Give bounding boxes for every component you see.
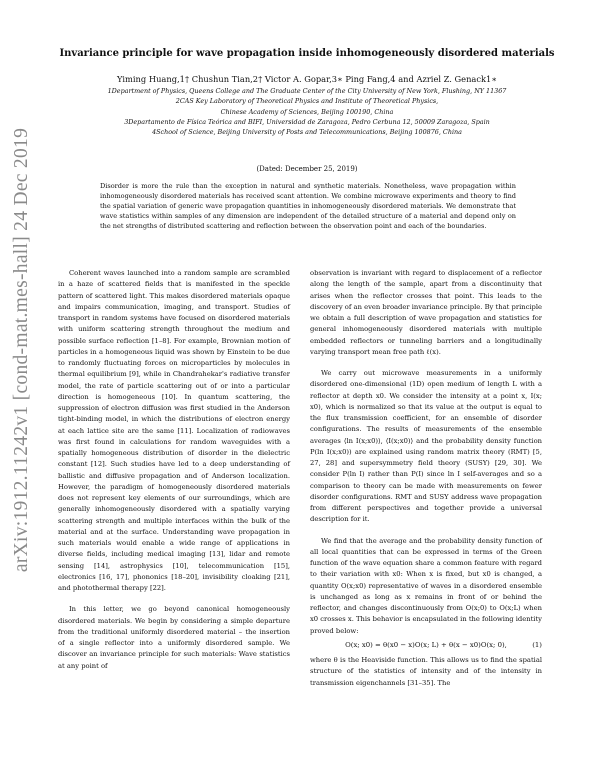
body-paragraph: We find that the average and the probability density function of all local quantities that can be expressed in terms of the Green function of the wave equation share a common feature with regard to their variation with x0: When x is fixed, but x0 is changed, a quantity O(x;x0) representative of waves in a disordered ensemble is unchanged as long as x remains in front of or behind the reflector, and changes discontinuously from O(x;0) to O(x;L) when x0 crosses x. This behavior is encapsulated in the following identity proved below: (310, 536, 542, 635)
body-paragraph: In this letter, we go beyond canonical homogeneously disordered materials. We begin by considering a simple departure from the traditional uniformly disordered material – the insertion of a single reflector into a uniformly disordered sample. We discover an invariance principle for such materials: Wave statistics at any point of (58, 605, 290, 670)
dated-line: (Dated: December 25, 2019) (256, 165, 358, 173)
body-paragraph: Coherent waves launched into a random sample are scrambled in a haze of scattered fields that is manifested in the speckle pattern of scattered light. This makes disordered materials opaque and impairs communication, imaging, and transport. Studies of transport in random systems have focused on disordered materials with uniform scattering strength throughout the medium and possible surface reflection [1–8]. For example, Brownian motion of particles in a homogeneous liquid was shown by Einstein to be due to randomly fluctuating forces on microparticles by molecules in thermal equilibrium [9], while in Chandrahekar's radiative transfer model, the rate of particle scattering out of or into a particular direction is homogeneous [10]. In quantum scattering, the suppression of electron diffusion was first studied in the Anderson tight-binding model, in which the distributions of electron energy at each lattice site are the same [11]. Localization of radiowaves was first found in calculations for random waveguides with a spatially homogeneous distribution of disorder in the dielectric constant [12]. Such studies have led to a deep understanding of ballistic and diffusive propagation and of Anderson localization. However, the paradigm of homogeneously disordered materials does not represent key elements of our surroundings, which are generally inhomogeneously disordered with a spatially varying scattering strength and multiple interfaces within the bulk of the material and at the surface. Understanding wave propagation in such materials would enable a wide range of applications in diverse fields, including medical imaging [13], lidar and remote sensing [14], astrophysics [10], telecommunication [15], electronics [16, 17], phononics [18–20], invisibility cloaking [21], and photothermal therapy [22]. (58, 269, 290, 592)
affiliation-line: 4School of Science, Beijing University of Posts and Telecommunications, Beijing 100876, China (152, 128, 462, 137)
abstract: Disorder is more the rule than the exception in natural and synthetic materials. Nonetheless, wave propagation within inhomogeneously disordered materials has received scant attention. We combine microwave experiments and theory to find the spatial variation of generic wave propagation quantities in inhomogeneously disordered materials. We demonstrate that wave statistics within samples of any dimension are independent of the detailed structure of a material and depend only on the net strengths of distributed scattering and reflection between the observation point and each of the boundaries. (100, 182, 516, 231)
affiliation-line: 3Departamento de Física Teórica and BIFI, Universidad de Zaragoza, Pedro Cerbuna 12, 50009 Zaragoza, Spain (124, 117, 490, 126)
equation-number: (1) (532, 640, 542, 649)
right-column (310, 268, 542, 699)
affiliations (52, 86, 562, 137)
arxiv-identifier-text: arXiv:1912.11242v1 [cond-mat.mes-hall] 24 Dec 2019 (11, 127, 32, 573)
body-paragraph: We carry out microwave measurements in a uniformly disordered one-dimensional (1D) open medium of length L with a reflector at depth x0. We consider the intensity at a point x, I(x; x0), which is normalized so that its value at the output is equal to the flux transmission coefficient, for an ensemble of disorder configurations. The results of measurements of the ensemble averages ⟨ln I(x;x0)⟩, ⟨I(x;x0)⟩ and the probability density function P(ln I(x;x0)) are explained using random matrix theory (RMT) [5, 27, 28] and supersymmetry field theory (SUSY) [29, 30]. We consider P(ln I) rather than P(I) since ln I self-averages and so a comparison to theory can be made with measurements on fewer disorder configurations. RMT and SUSY address wave propagation from different perspectives and together provide a universal description for it. (310, 369, 542, 524)
author-list: Yiming Huang,1† Chushun Tian,2† Victor A. Gopar,3∗ Ping Fang,4 and Azriel Z. Genack1∗ (117, 74, 497, 84)
equation-text: O(x; x0) = θ(x0 − x)O(x; L) + θ(x − x0)O(x; 0), (345, 640, 507, 649)
affiliation-line: 1Department of Physics, Queens College and The Graduate Center of the City University of New York, Flushing, NY 11367 (107, 87, 507, 95)
body-paragraph: where θ is the Heaviside function. This allows us to find the spatial structure of the statistics of intensity and of the intensity in transmission eigenchannels [31–35]. The (310, 656, 542, 687)
affiliation-line: Chinese Academy of Sciences, Beijing 100190, China (220, 107, 394, 116)
left-column (58, 268, 290, 682)
arxiv-identifier-stamp (2, 90, 42, 610)
affiliation-line: 2CAS Key Laboratory of Theoretical Physics and Institute of Theoretical Physics, (175, 97, 439, 106)
equation-1 (310, 640, 542, 651)
body-paragraph: observation is invariant with regard to displacement of a reflector along the length of the sample, apart from a discontinuity that arises when the reflector crosses that point. This leads to the discovery of an even broader invariance principle. By that principle we obtain a full description of wave propagation and statistics for general inhomogeneously disordered materials with multiple embedded reflectors or tunneling barriers and a longitudinally varying transport mean free path ℓ(x). (310, 269, 542, 356)
paper-title: Invariance principle for wave propagation inside inhomogeneously disordered materials (59, 48, 555, 59)
